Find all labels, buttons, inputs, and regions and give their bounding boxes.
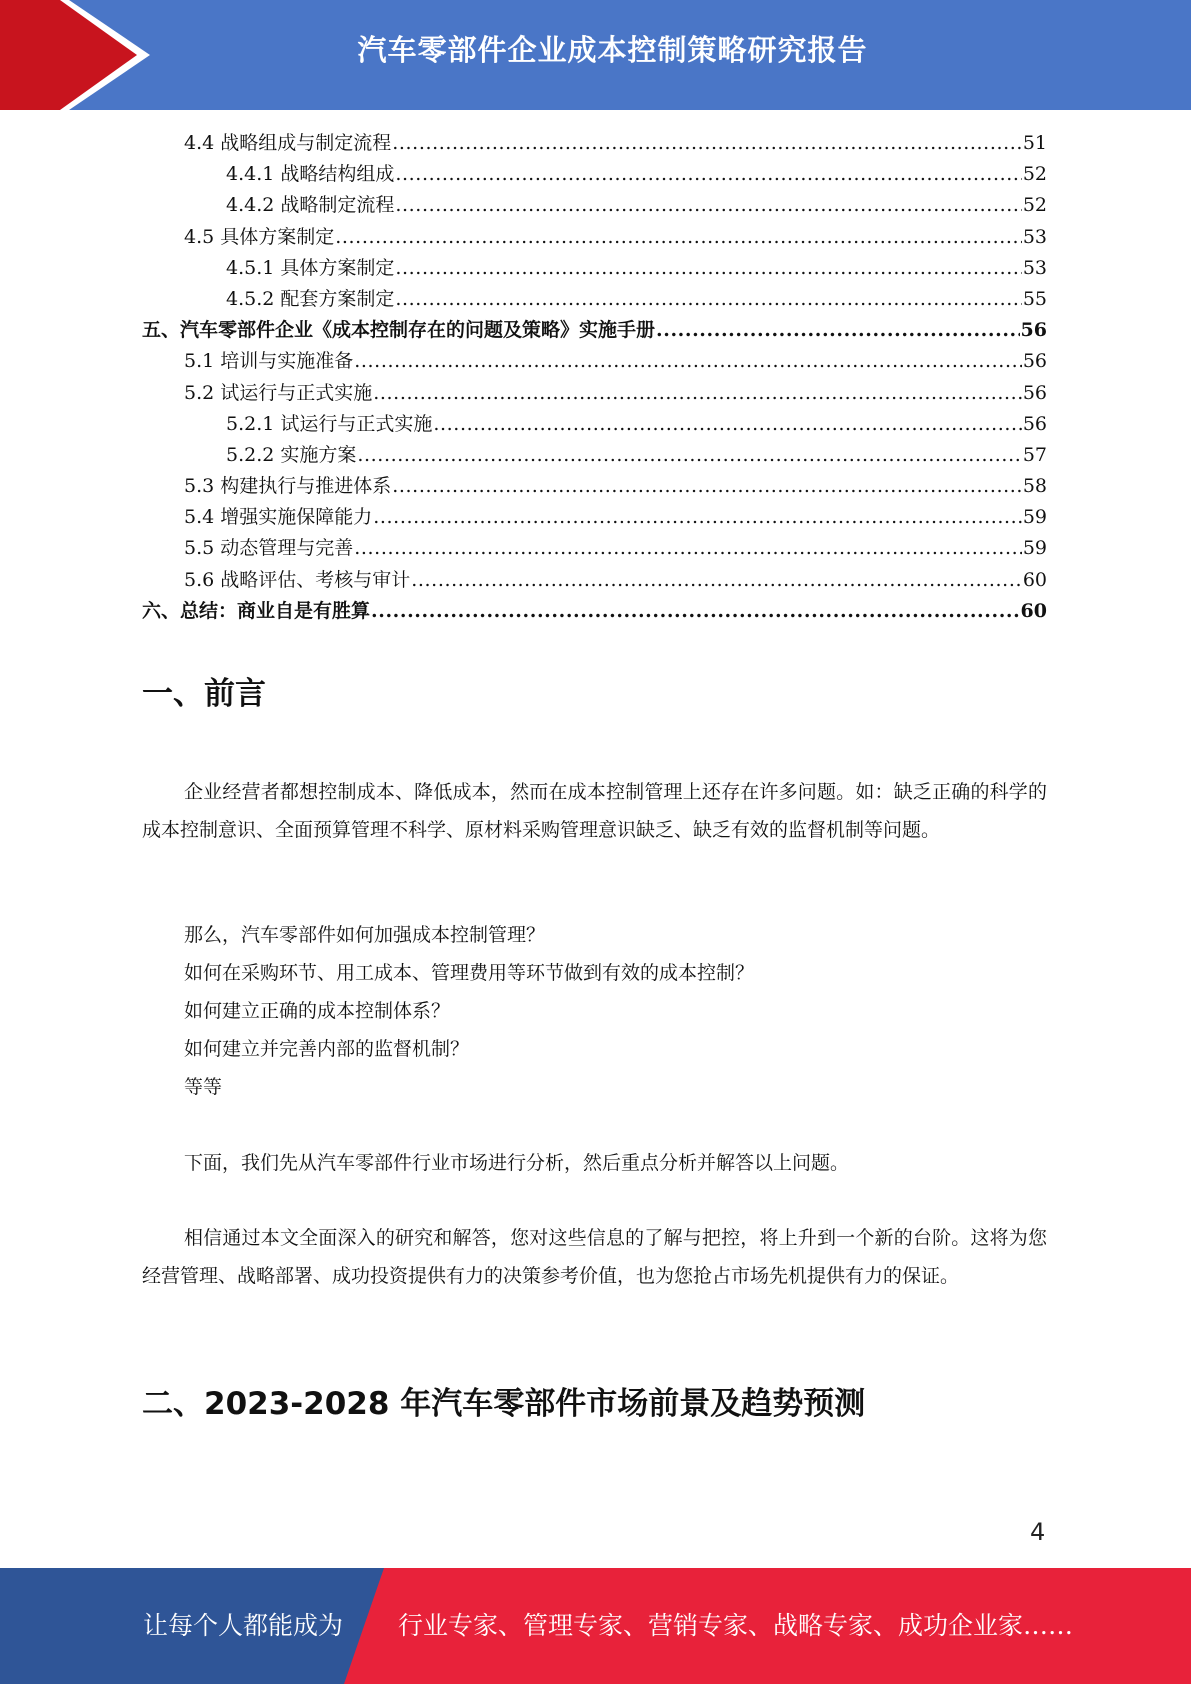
toc-entry[interactable] [142,159,1047,190]
toc-entry-page: 56 [1022,350,1047,373]
toc-dot-leader [354,533,1022,564]
toc-entry-title: 5.4 增强实施保障能力 [184,506,373,529]
toc-entry-title: 5.2 试运行与正式实施 [184,381,373,404]
table-of-contents [142,128,1047,627]
toc-entry[interactable] [142,284,1047,315]
toc-entry[interactable] [142,128,1047,159]
toc-entry-title: 5.6 战略评估、考核与审计 [184,568,411,591]
toc-entry-page: 57 [1022,443,1047,466]
toc-entry-title: 4.5 具体方案制定 [184,225,335,248]
toc-dot-leader [395,190,1021,221]
toc-entry-title: 4.4.1 战略结构组成 [226,163,395,186]
toc-entry-title: 4.4 战略组成与制定流程 [184,132,392,154]
toc-dot-leader [373,502,1022,533]
toc-entry[interactable] [142,253,1047,284]
toc-dot-leader [395,284,1021,315]
toc-entry-page: 56 [1020,319,1047,342]
toc-entry-title: 5.1 培训与实施准备 [184,350,354,373]
footer-slogan-left: 让每个人都能成为 [143,1611,344,1640]
toc-dot-leader [354,346,1022,377]
toc-entry[interactable] [142,409,1047,440]
question-line: 如何建立并完善内部的监督机制？ [184,1038,470,1060]
toc-entry-page: 52 [1022,163,1047,186]
toc-entry-page: 59 [1022,537,1047,560]
toc-entry-page: 56 [1022,381,1047,404]
toc-entry[interactable] [142,533,1047,564]
toc-entry[interactable] [142,315,1047,346]
question-line: 如何建立正确的成本控制体系？ [184,1000,451,1022]
preface-paragraph-1: 企业经营者都想控制成本、降低成本，然而在成本控制管理上还存在许多问题。如：缺乏正确的科学的成本控制意识、全面预算管理不科学、原材料采购管理意识缺乏、缺乏有效的监督机制等问题。 [142,781,1047,841]
toc-dot-leader [395,159,1021,190]
toc-dot-leader [335,222,1022,253]
preface-heading: 一、前言 [142,676,266,712]
market-outlook-heading: 二、2023-2028 年汽车零部件市场前景及趋势预测 [142,1386,866,1422]
toc-entry-page: 56 [1022,412,1047,435]
toc-entry-title: 4.5.1 具体方案制定 [226,256,395,279]
toc-dot-leader [357,440,1021,471]
toc-entry-page: 53 [1022,256,1047,279]
question-line: 如何在采购环节、用工成本、管理费用等环节做到有效的成本控制？ [184,962,755,984]
toc-entry[interactable] [142,471,1047,502]
toc-dot-leader [395,253,1021,284]
toc-entry[interactable] [142,440,1047,471]
question-line: 等等 [184,1076,223,1098]
preface-paragraph-2: 下面，我们先从汽车零部件行业市场进行分析，然后重点分析并解答以上问题。 [184,1152,850,1174]
toc-entry-page: 51 [1022,132,1047,154]
toc-entry-title: 5.5 动态管理与完善 [184,537,354,560]
toc-entry-title: 5.2.1 试运行与正式实施 [226,412,433,435]
toc-dot-leader [411,565,1022,596]
toc-entry[interactable] [142,502,1047,533]
toc-entry-page: 58 [1022,475,1047,498]
toc-entry-page: 52 [1022,194,1047,217]
toc-dot-leader [392,471,1022,502]
toc-entry[interactable] [142,378,1047,409]
footer-slogan-right: 行业专家、管理专家、营销专家、战略专家、成功企业家…… [398,1611,1074,1640]
toc-dot-leader [371,596,1020,627]
toc-entry-title: 4.4.2 战略制定流程 [226,194,395,217]
toc-entry[interactable] [142,346,1047,377]
question-line: 那么，汽车零部件如何加强成本控制管理？ [184,924,546,946]
report-title: 汽车零部件企业成本控制策略研究报告 [357,33,868,67]
preface-paragraph-3: 相信通过本文全面深入的研究和解答，您对这些信息的了解与把控，将上升到一个新的台阶。这将为您经营管理、战略部署、成功投资提供有力的决策参考价值，也为您抢占市场先机提供有力的保证。 [142,1227,1047,1287]
toc-entry[interactable] [142,222,1047,253]
toc-entry-page: 60 [1020,599,1047,622]
toc-entry-page: 60 [1022,568,1047,591]
toc-dot-leader [433,409,1021,440]
page-header [0,0,1191,110]
toc-entry-title: 六、总结：商业自是有胜算 [142,599,371,622]
toc-dot-leader [656,315,1020,346]
page-footer [0,1568,1191,1684]
toc-entry-title: 5.3 构建执行与推进体系 [184,475,392,498]
toc-entry-page: 53 [1022,225,1047,248]
toc-entry-title: 五、汽车零部件企业《成本控制存在的问题及策略》实施手册 [142,319,656,342]
toc-entry-page: 55 [1022,287,1047,310]
page-number: 4 [1030,1518,1046,1546]
toc-entry[interactable] [142,190,1047,221]
toc-dot-leader [373,378,1022,409]
toc-entry-title: 5.2.2 实施方案 [226,443,357,466]
toc-entry-page: 59 [1022,506,1047,529]
toc-dot-leader [392,128,1022,159]
toc-entry-title: 4.5.2 配套方案制定 [226,287,395,310]
toc-entry[interactable] [142,565,1047,596]
toc-entry[interactable] [142,596,1047,627]
